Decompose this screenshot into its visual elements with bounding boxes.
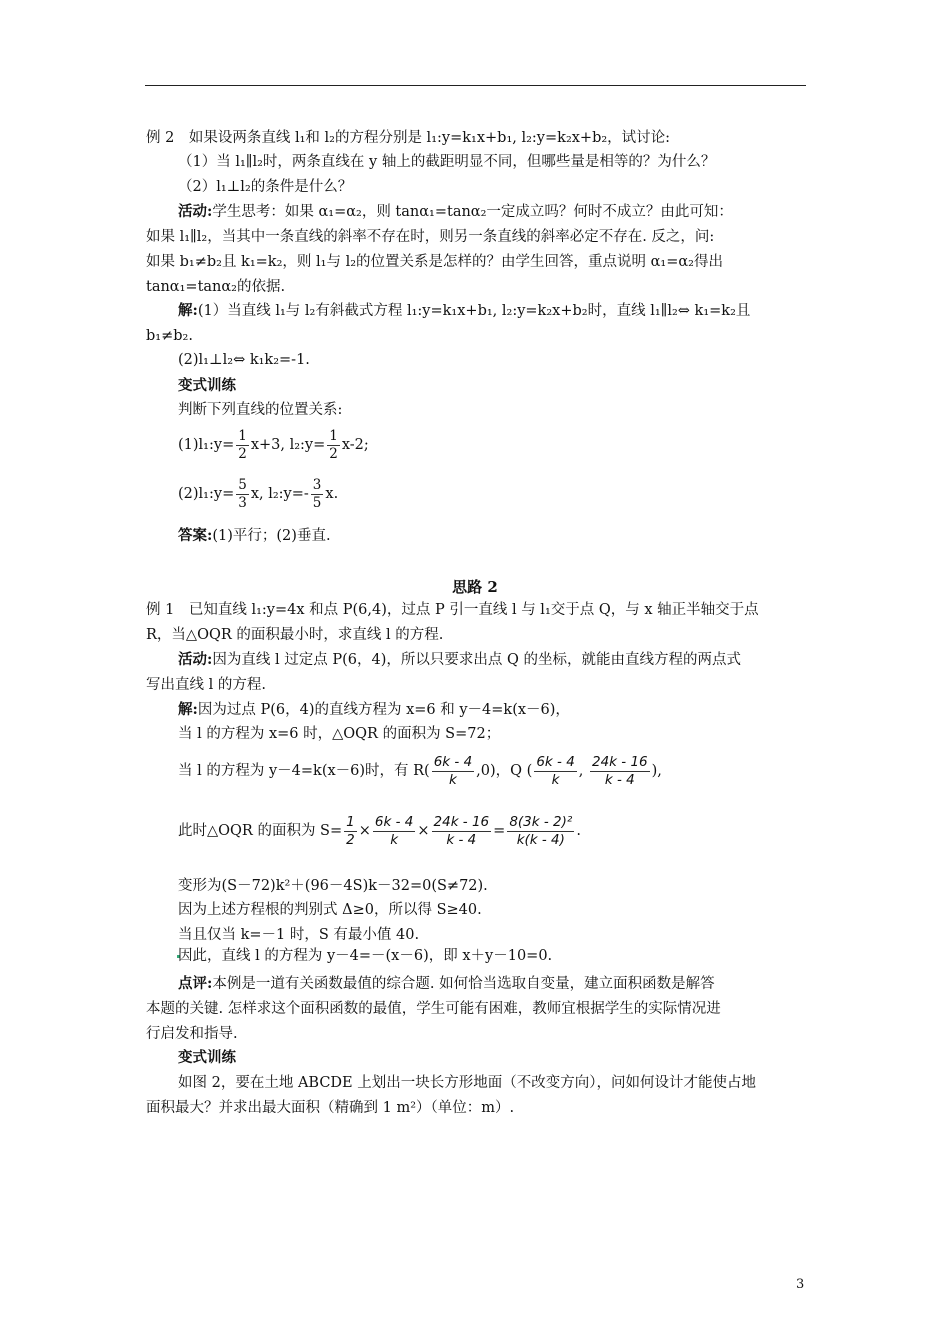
example2-activity-line-2: 如果 l₁∥l₂，当其中一条直线的斜率不存在时，则另一条直线的斜率必定不存在. 反之，问: [146,229,715,245]
answer-text: (1)平行；(2)垂直. [212,528,331,544]
example2-question-2: （2）l₁⊥l₂的条件是什么？ [178,179,353,195]
example1-comment-line-1 [178,974,715,994]
example1-solution-line-2: 当 l 的方程为 x=6 时，△OQR 的面积为 S=72； [178,726,501,742]
example1-step-2: 因为上述方程根的判别式 Δ≥0，所以得 S≥40. [178,902,482,918]
example1-area-line: 此时△OQR 的面积为 S= $\frac{1}{2}$ × $\frac{6k - 4}{k}$ × $\frac{24k - 16}{k - 4}$ = $\frac{\text{8(3k - 2)²}}{k(k - 4)}$ . [178,813,581,848]
example1-line-1: 例 1 已知直线 l₁:y=4x 和点 P(6,4)，过点 P 引一直线 l 与 l₁交于点 Q，与 x 轴正半轴交于点 [146,602,759,618]
v1-text-b: x+3, l₂:y= [250,437,326,453]
example1-step-4: 因此，直线 l 的方程为 y－4=－(x－6)，即 x＋y－10=0. [178,948,553,964]
answer-label: 答案: [178,527,213,544]
example2-answer [178,526,331,546]
solution-label: 解: [178,302,198,319]
example1-activity-line-1 [178,650,741,670]
fraction: $\frac{1}{2}$ [238,427,247,462]
variant-item-2 [178,475,338,513]
s3-text-b: ,0)，Q ( [476,763,533,779]
variant-item-1 [178,426,369,464]
v2-text-c: x. [325,486,339,502]
example2-solution-line-2: b₁≠b₂. [146,328,193,344]
v1-text-a: (1)l₁:y= [178,437,235,453]
example2-variant-question: 判断下列直线的位置关系: [178,402,343,418]
comment-text: 本例是一道有关函数最值的综合题. 如何恰当选取自变量，建立面积函数是解答 [212,976,715,992]
example1-step-3: 当且仅当 k=－1 时，S 有最小值 40. [178,927,420,943]
example2-solution-line-1 [178,301,750,321]
activity-label: 活动: [178,651,213,668]
header-rule [145,85,806,86]
solution-label: 解: [178,701,198,718]
fraction: $\frac{5}{3}$ [238,476,247,511]
example2-activity-line-1 [178,202,733,222]
fraction: $\frac{24k - 16}{k - 4}$ [592,753,648,788]
example1-solution-line-3: 当 l 的方程为 y－4=k(x－6)时，有 R( $\frac{6k - 4}{k}$ ,0)，Q ( $\frac{6k - 4}{k}$ , $\frac{24k - 16}{k - 4}$ ), [178,753,662,788]
fraction: $\frac{1}{2}$ [329,427,338,462]
activity-text: 学生思考：如果 α₁=α₂，则 tanα₁=tanα₂一定成立吗？何时不成立？由此可知： [212,204,733,220]
example1-comment-line-2: 本题的关键. 怎样求这个面积函数的最值，学生可能有困难，教师宜根据学生的实际情况进 [146,1001,721,1017]
section-title: 思路 2 [452,578,498,596]
example1-comment-line-3: 行启发和指导. [146,1026,238,1042]
v1-text-c: x-2; [341,437,369,453]
example1-activity-line-2: 写出直线 l 的方程. [146,677,266,693]
example1-variant-title: 变式训练 [178,1049,236,1066]
example1-line-2: R，当△OQR 的面积最小时，求直线 l 的方程. [146,627,444,643]
v2-text-a: (2)l₁:y= [178,486,235,502]
fraction: $\frac{\text{8(3k - 2)²}}{k(k - 4)}$ [509,813,573,848]
page-number: 3 [796,1277,805,1292]
solution-text: (1）当直线 l₁与 l₂有斜截式方程 l₁:y=k₁x+b₁, l₂:y=k₂x+b₂时，直线 l₁∥l₂⇔ k₁=k₂且 [197,303,751,319]
example2-activity-line-3: 如果 b₁≠b₂且 k₁=k₂，则 l₁与 l₂的位置关系是怎样的？由学生回答，重点说明 α₁=α₂得出 [146,254,723,270]
example2-activity-line-4: tanα₁=tanα₂的依据. [146,279,286,295]
fraction: $\frac{6k - 4}{k}$ [536,753,575,788]
example2-title: 例 2 如果设两条直线 l₁和 l₂的方程分别是 l₁:y=k₁x+b₁, l₂:y=k₂x+b₂，试讨论: [146,130,671,146]
example1-solution-line-1 [178,700,570,720]
activity-label: 活动: [178,203,213,220]
activity-text: 因为直线 l 过定点 P(6，4)，所以只要求出点 Q 的坐标，就能由直线方程的两点式 [212,652,741,668]
s3-text-a: 当 l 的方程为 y－4=k(x－6)时，有 R( [178,763,430,779]
solution-text: 因为过点 P(6，4)的直线方程为 x=6 和 y－4=k(x－6)， [197,702,570,718]
v2-text-b: x, l₂:y=- [250,486,309,502]
area-text: 此时△OQR 的面积为 S= [178,823,343,839]
example1-variant-line-1: 如图 2，要在土地 ABCDE 上划出一块长方形地面（不改变方向），问如何设计才能使占地 [178,1075,757,1091]
comment-label: 点评: [178,975,213,992]
example1-variant-line-2: 面积最大？并求出最大面积（精确到 1 m²）（单位：m）. [146,1100,515,1116]
fraction: $\frac{1}{2}$ [346,813,355,848]
fraction: $\frac{3}{5}$ [312,476,322,511]
example2-variant-title: 变式训练 [178,377,236,394]
fraction: $\frac{6k - 4}{k}$ [374,813,414,848]
example1-step-1: 变形为(S－72)k²＋(96－4S)k－32=0(S≠72). [178,878,488,894]
fraction: $\frac{24k - 16}{k - 4}$ [433,813,490,848]
s3-text-c: ), [651,763,662,779]
area-end: . [576,823,581,839]
fraction: $\frac{6k - 4}{k}$ [433,753,473,788]
example2-question-1: （1）当 l₁∥l₂时，两条直线在 y 轴上的截距明显不同，但哪些量是相等的？为什么？ [178,154,716,170]
example2-solution-line-3: (2)l₁⊥l₂⇔ k₁k₂=-1. [178,352,310,368]
